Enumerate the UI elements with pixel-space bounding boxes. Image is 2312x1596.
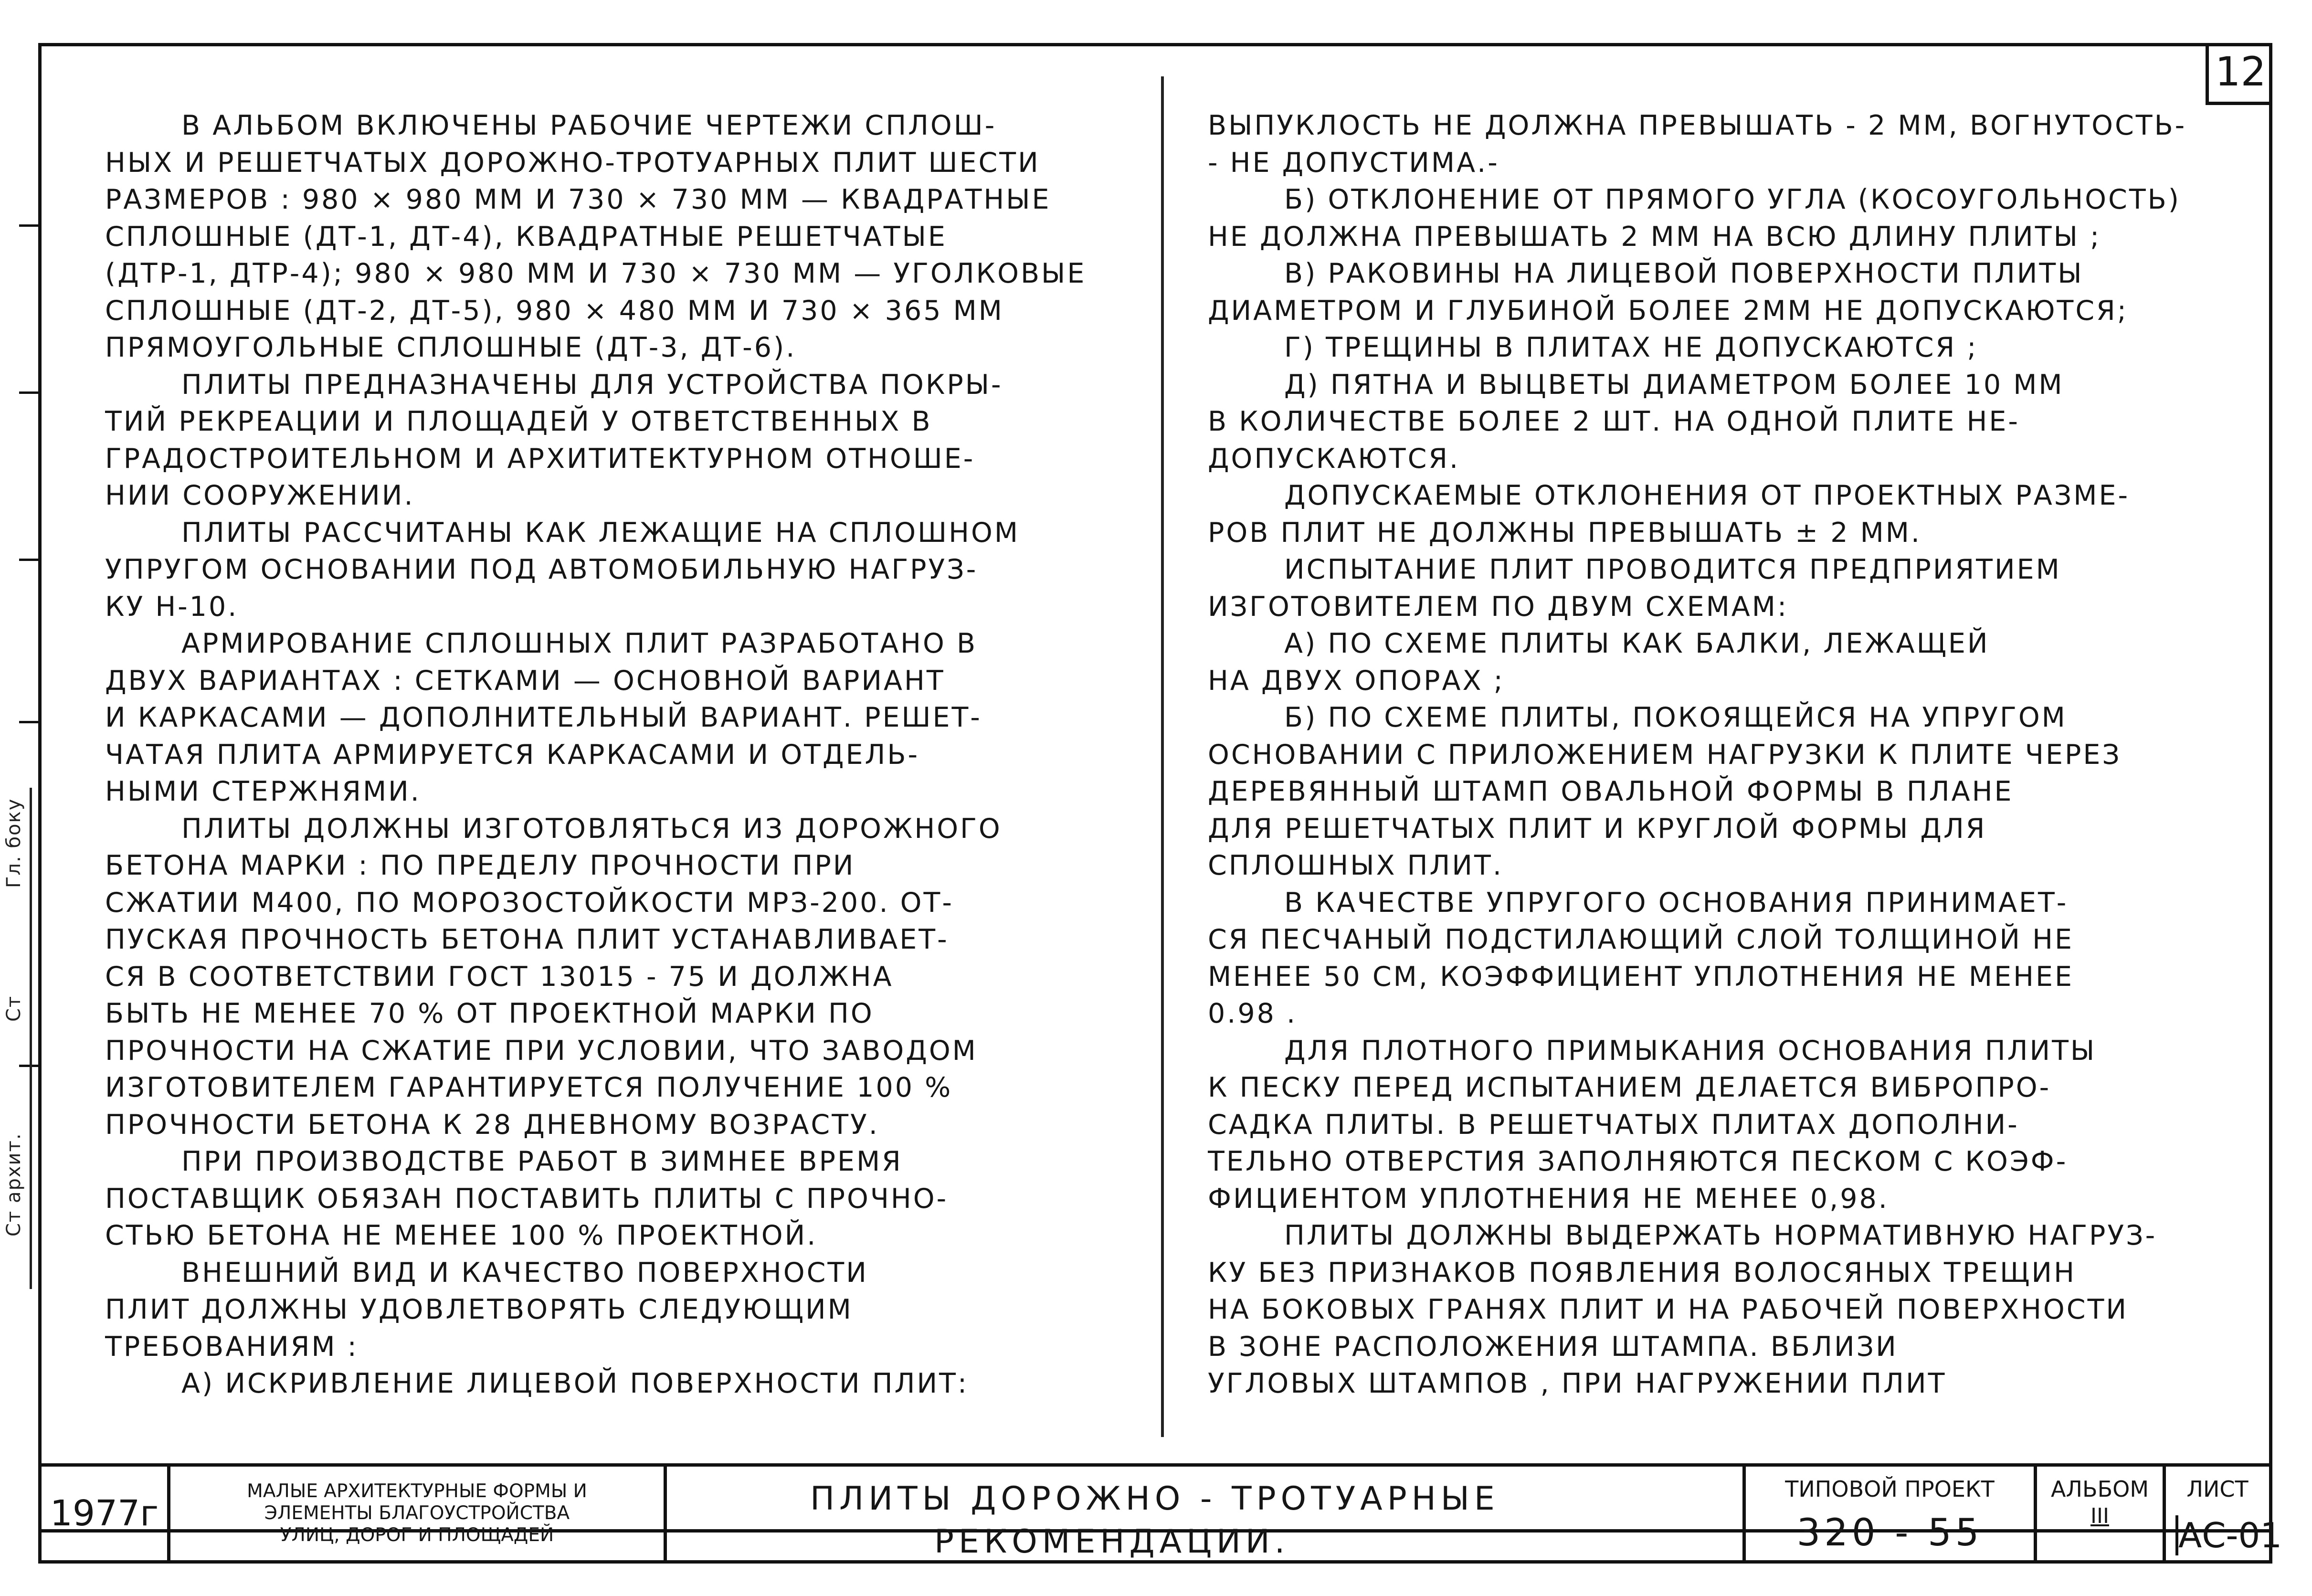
text-line: ТИЙ РЕКРЕАЦИИ И ПЛОЩАДЕЙ У ОТВЕТСТВЕННЫХ В xyxy=(105,406,932,437)
text-line: А) ИСКРИВЛЕНИЕ ЛИЦЕВОЙ ПОВЕРХНОСТИ ПЛИТ: xyxy=(181,1368,969,1399)
text-line: 0.98 . xyxy=(1208,998,1298,1029)
text-line: САДКА ПЛИТЫ. В РЕШЕТЧАТЫХ ПЛИТАХ ДОПОЛНИ- xyxy=(1208,1109,2019,1141)
margin-label-mid: Ст xyxy=(3,995,25,1022)
text-line: НЕ ДОЛЖНА ПРЕВЫШАТЬ 2 ММ НА ВСЮ ДЛИНУ ПЛИТЫ ; xyxy=(1208,221,2101,253)
text-line: СЖАТИИ М400, ПО МОРОЗОСТОЙКОСТИ МРЗ-200. ОТ- xyxy=(105,887,954,919)
stamp-title-line: ПЛИТЫ ДОРОЖНО - ТРОТУАРНЫЕ xyxy=(810,1480,1499,1518)
left-text-column xyxy=(105,107,1117,1454)
text-line: ГРАДОСТРОИТЕЛЬНОМ И АРХИТИТЕКТУРНОМ ОТНОШЕ- xyxy=(105,443,975,475)
text-line: НЫМИ СТЕРЖНЯМИ. xyxy=(105,776,421,807)
text-line: ИСПЫТАНИЕ ПЛИТ ПРОВОДИТСЯ ПРЕДПРИЯТИЕМ xyxy=(1284,554,2061,585)
text-line: ТРЕБОВАНИЯМ : xyxy=(105,1331,359,1363)
text-line: ДЕРЕВЯННЫЙ ШТАМП ОВАЛЬНОЙ ФОРМЫ В ПЛАНЕ xyxy=(1208,776,2014,807)
text-line: ПРИ ПРОИЗВОДСТВЕ РАБОТ В ЗИМНЕЕ ВРЕМЯ xyxy=(181,1146,903,1177)
text-line: ИЗГОТОВИТЕЛЕМ ПО ДВУМ СХЕМАМ: xyxy=(1208,591,1789,623)
stamp-org-line: УЛИЦ, ДОРОГ И ПЛОЩАДЕЙ xyxy=(280,1524,554,1546)
text-line: ПЛИТЫ ДОЛЖНЫ ВЫДЕРЖАТЬ НОРМАТИВНУЮ НАГРУЗ- xyxy=(1284,1220,2157,1251)
text-line: КУ Н-10. xyxy=(105,591,239,623)
album-number: III xyxy=(2090,1504,2109,1528)
stamp-org-line: ЭЛЕМЕНТЫ БЛАГОУСТРОЙСТВА xyxy=(264,1502,570,1524)
text-line: СЯ ПЕСЧАНЫЙ ПОДСТИЛАЮЩИЙ СЛОЙ ТОЛЩИНОЙ НЕ xyxy=(1208,924,2074,955)
text-line: ДОПУСКАЕМЫЕ ОТКЛОНЕНИЯ ОТ ПРОЕКТНЫХ РАЗМЕ- xyxy=(1284,480,2130,511)
text-line: ВЫПУКЛОСТЬ НЕ ДОЛЖНА ПРЕВЫШАТЬ - 2 ММ, ВОГНУТОСТЬ- xyxy=(1208,110,2187,141)
sheet-label: ЛИСТ xyxy=(2186,1476,2249,1502)
text-line: - НЕ ДОПУСТИМА.- xyxy=(1208,147,1499,179)
text-line: ПЛИТЫ РАССЧИТАНЫ КАК ЛЕЖАЩИЕ НА СПЛОШНОМ xyxy=(181,517,1020,549)
stamp-title-line: РЕКОМЕНДАЦИИ. xyxy=(934,1523,1290,1561)
margin-rule xyxy=(30,788,32,1289)
text-line: В КОЛИЧЕСТВЕ БОЛЕЕ 2 ШТ. НА ОДНОЙ ПЛИТЕ НЕ- xyxy=(1208,406,2020,437)
project-number: 320 - 55 xyxy=(1796,1511,1983,1554)
text-line: ОСНОВАНИИ С ПРИЛОЖЕНИЕМ НАГРУЗКИ К ПЛИТЕ ЧЕРЕЗ xyxy=(1208,739,2122,771)
text-line: ПОСТАВЩИК ОБЯЗАН ПОСТАВИТЬ ПЛИТЫ С ПРОЧНО- xyxy=(105,1183,949,1215)
text-line: К ПЕСКУ ПЕРЕД ИСПЫТАНИЕМ ДЕЛАЕТСЯ ВИБРОПРО- xyxy=(1208,1072,2051,1103)
text-line: СТЬЮ БЕТОНА НЕ МЕНЕЕ 100 % ПРОЕКТНОЙ. xyxy=(105,1220,818,1251)
text-line: ФИЦИЕНТОМ УПЛОТНЕНИЯ НЕ МЕНЕЕ 0,98. xyxy=(1208,1183,1889,1215)
text-line: УПРУГОМ ОСНОВАНИИ ПОД АВТОМОБИЛЬНУЮ НАГРУЗ- xyxy=(105,554,978,585)
text-line: УГЛОВЫХ ШТАМПОВ , ПРИ НАГРУЖЕНИИ ПЛИТ xyxy=(1208,1368,1947,1399)
margin-tick xyxy=(19,224,41,227)
text-line: ДОПУСКАЮТСЯ. xyxy=(1208,443,1460,475)
text-line: НА ДВУХ ОПОРАХ ; xyxy=(1208,665,1505,697)
stamp-title xyxy=(667,1467,1746,1560)
stamp-organization xyxy=(170,1467,667,1560)
page-number: 12 xyxy=(2206,43,2272,105)
text-line: СЯ В СООТВЕТСТВИИ ГОСТ 13015 - 75 И ДОЛЖНА xyxy=(105,961,894,993)
margin-label-boku: Гл. боку xyxy=(3,798,25,888)
text-line: БЫТЬ НЕ МЕНЕЕ 70 % ОТ ПРОЕКТНОЙ МАРКИ ПО xyxy=(105,998,874,1029)
text-line: ПРЯМОУГОЛЬНЫЕ СПЛОШНЫЕ (ДТ-3, ДТ-6). xyxy=(105,332,797,363)
text-line: НИИ СООРУЖЕНИИ. xyxy=(105,480,415,511)
margin-tick xyxy=(19,391,41,394)
album-label: АЛЬБОМ xyxy=(2050,1476,2149,1502)
text-line: ПЛИТЫ ПРЕДНАЗНАЧЕНЫ ДЛЯ УСТРОЙСТВА ПОКРЫ- xyxy=(181,369,1003,401)
margin-label-archit: Ст архит. xyxy=(3,1132,25,1237)
right-text-column xyxy=(1208,107,2244,1454)
text-line: БЕТОНА МАРКИ : ПО ПРЕДЕЛУ ПРОЧНОСТИ ПРИ xyxy=(105,850,855,881)
text-line: А) ПО СХЕМЕ ПЛИТЫ КАК БАЛКИ, ЛЕЖАЩЕЙ xyxy=(1284,628,1990,659)
stamp-project xyxy=(1746,1467,2037,1560)
text-line: АРМИРОВАНИЕ СПЛОШНЫХ ПЛИТ РАЗРАБОТАНО В xyxy=(181,628,978,659)
margin-tick xyxy=(19,721,41,723)
column-divider xyxy=(1161,76,1164,1437)
text-line: Д) ПЯТНА И ВЫЦВЕТЫ ДИАМЕТРОМ БОЛЕЕ 10 ММ xyxy=(1284,369,2064,401)
text-line: ПРОЧНОСТИ НА СЖАТИЕ ПРИ УСЛОВИИ, ЧТО ЗАВОДОМ xyxy=(105,1035,978,1067)
stamp-year: 1977г xyxy=(42,1467,170,1560)
text-line: РАЗМЕРОВ : 980 × 980 ММ И 730 × 730 ММ — КВАДРАТНЫЕ xyxy=(105,184,1051,215)
text-line: ДИАМЕТРОМ И ГЛУБИНОЙ БОЛЕЕ 2ММ НЕ ДОПУСКАЮТСЯ; xyxy=(1208,295,2128,327)
text-line: ПРОЧНОСТИ БЕТОНА К 28 ДНЕВНОМУ ВОЗРАСТУ. xyxy=(105,1109,879,1141)
stamp-sheet xyxy=(2166,1467,2282,1560)
text-line: И КАРКАСАМИ — ДОПОЛНИТЕЛЬНЫЙ ВАРИАНТ. РЕШЕТ- xyxy=(105,702,982,733)
text-line: В ЗОНЕ РАСПОЛОЖЕНИЯ ШТАМПА. ВБЛИЗИ xyxy=(1208,1331,1898,1363)
text-line: ДЛЯ ПЛОТНОГО ПРИМЫКАНИЯ ОСНОВАНИЯ ПЛИТЫ xyxy=(1284,1035,2097,1067)
text-line: ВНЕШНИЙ ВИД И КАЧЕСТВО ПОВЕРХНОСТИ xyxy=(181,1257,868,1289)
text-line: РОВ ПЛИТ НЕ ДОЛЖНЫ ПРЕВЫШАТЬ ± 2 ММ. xyxy=(1208,517,1922,549)
project-label: ТИПОВОЙ ПРОЕКТ xyxy=(1785,1476,1995,1502)
text-line: ДВУХ ВАРИАНТАХ : СЕТКАМИ — ОСНОВНОЙ ВАРИАНТ xyxy=(105,665,945,697)
text-line: В) РАКОВИНЫ НА ЛИЦЕВОЙ ПОВЕРХНОСТИ ПЛИТЫ xyxy=(1284,258,2084,289)
text-line: (ДТР-1, ДТР-4); 980 × 980 ММ И 730 × 730 ММ — УГОЛКОВЫЕ xyxy=(105,258,1087,289)
text-line: НЫХ И РЕШЕТЧАТЫХ ДОРОЖНО-ТРОТУАРНЫХ ПЛИТ ШЕСТИ xyxy=(105,147,1040,179)
stamp-album xyxy=(2037,1467,2166,1560)
stamp-org-line: МАЛЫЕ АРХИТЕКТУРНЫЕ ФОРМЫ И xyxy=(247,1480,587,1502)
text-line: НА БОКОВЫХ ГРАНЯХ ПЛИТ И НА РАБОЧЕЙ ПОВЕРХНОСТИ xyxy=(1208,1294,2129,1325)
margin-tick xyxy=(19,559,41,561)
text-line: МЕНЕЕ 50 СМ, КОЭФФИЦИЕНТ УПЛОТНЕНИЯ НЕ МЕНЕЕ xyxy=(1208,961,2074,993)
title-block xyxy=(38,1463,2282,1564)
text-line: Б) ОТКЛОНЕНИЕ ОТ ПРЯМОГО УГЛА (КОСОУГОЛЬНОСТЬ) xyxy=(1284,184,2181,215)
text-line: ПЛИТ ДОЛЖНЫ УДОВЛЕТВОРЯТЬ СЛЕДУЮЩИМ xyxy=(105,1294,853,1325)
text-line: ТЕЛЬНО ОТВЕРСТИЯ ЗАПОЛНЯЮТСЯ ПЕСКОМ С КОЭФ- xyxy=(1208,1146,2068,1177)
text-line: ПЛИТЫ ДОЛЖНЫ ИЗГОТОВЛЯТЬСЯ ИЗ ДОРОЖНОГО xyxy=(181,813,1002,845)
text-line: В АЛЬБОМ ВКЛЮЧЕНЫ РАБОЧИЕ ЧЕРТЕЖИ СПЛОШ- xyxy=(181,110,997,141)
text-line: Б) ПО СХЕМЕ ПЛИТЫ, ПОКОЯЩЕЙСЯ НА УПРУГОМ xyxy=(1284,702,2067,733)
text-line: СПЛОШНЫЕ (ДТ-1, ДТ-4), КВАДРАТНЫЕ РЕШЕТЧАТЫЕ xyxy=(105,221,947,253)
text-line: ДЛЯ РЕШЕТЧАТЫХ ПЛИТ И КРУГЛОЙ ФОРМЫ ДЛЯ xyxy=(1208,813,1987,845)
text-line: КУ БЕЗ ПРИЗНАКОВ ПОЯВЛЕНИЯ ВОЛОСЯНЫХ ТРЕЩИН xyxy=(1208,1257,2076,1289)
text-line: СПЛОШНЫХ ПЛИТ. xyxy=(1208,850,1503,881)
text-line: ПУСКАЯ ПРОЧНОСТЬ БЕТОНА ПЛИТ УСТАНАВЛИВАЕТ- xyxy=(105,924,949,955)
text-line: СПЛОШНЫЕ (ДТ-2, ДТ-5), 980 × 480 ММ И 730 × 365 ММ xyxy=(105,295,1004,327)
text-line: ЧАТАЯ ПЛИТА АРМИРУЕТСЯ КАРКАСАМИ И ОТДЕЛЬ- xyxy=(105,739,920,771)
text-line: В КАЧЕСТВЕ УПРУГОГО ОСНОВАНИЯ ПРИНИМАЕТ- xyxy=(1284,887,2069,919)
text-line: Г) ТРЕЩИНЫ В ПЛИТАХ НЕ ДОПУСКАЮТСЯ ; xyxy=(1284,332,1978,363)
text-line: ИЗГОТОВИТЕЛЕМ ГАРАНТИРУЕТСЯ ПОЛУЧЕНИЕ 100 % xyxy=(105,1072,953,1103)
sheet-code: АС-01 xyxy=(2175,1515,2269,1555)
